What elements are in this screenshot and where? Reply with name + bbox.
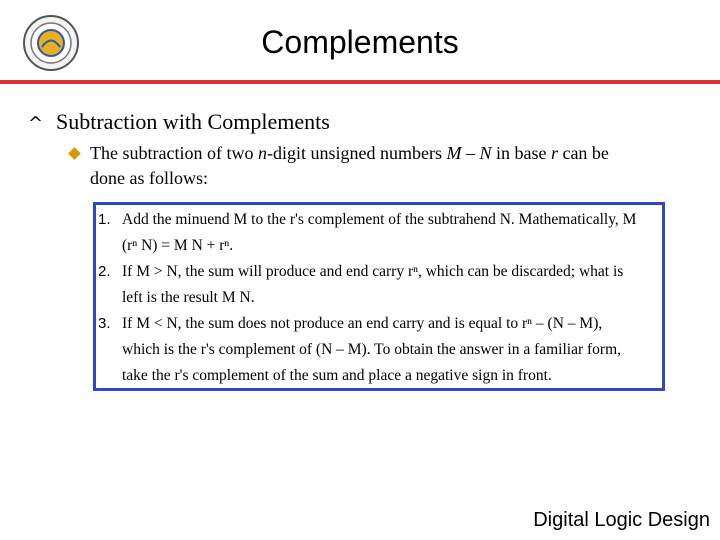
step-text-line: left is the result M N. [122,289,255,306]
step-text-line: take the r's complement of the sum and place a negative sign in front. [122,367,552,384]
title-divider [0,80,720,84]
step-text-line: Add the minuend M to the r's complement of the subtrahend N. Mathematically, M [122,211,637,228]
caret-up-icon: ^ [28,113,44,134]
bullet-level1 [28,108,330,138]
slide-title: Complements [261,24,459,60]
bullet-level1-text: Subtraction with Complements [56,109,330,134]
step-text-line: which is the r's complement of (N – M). To obtain the answer in a familiar form, [122,341,622,358]
procedure-box [93,202,665,391]
step-number: 2. [98,263,111,280]
step-number: 1. [98,211,111,228]
bullet-level2 [66,141,686,191]
step-text-line: If M > N, the sum will produce and end carry rⁿ, which can be discarded; what is [122,263,624,280]
diamond-icon [68,147,81,160]
step-text-line: If M < N, the sum does not produce an end carry and is equal to rⁿ – (N – M), [122,315,603,332]
bullet-level2-text: The subtraction of two n-digit unsigned numbers M – N in base r can be done as follows: [90,143,609,188]
footer-course-title: Digital Logic Design [533,509,710,531]
step-number: 3. [98,315,111,332]
step-text-line: (rⁿ N) = M N + rⁿ. [122,237,234,254]
